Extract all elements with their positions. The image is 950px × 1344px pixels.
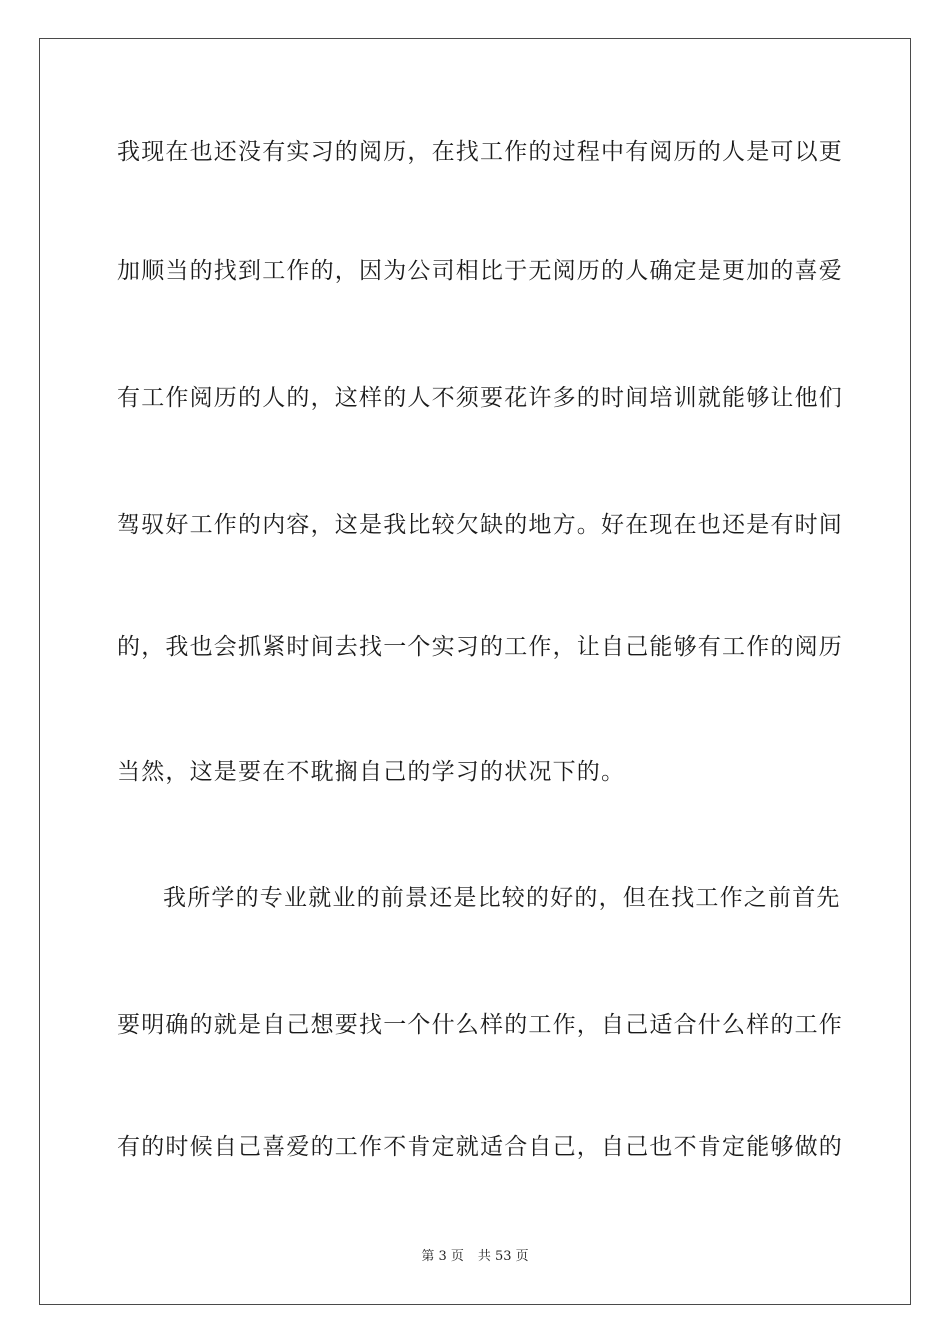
text-line-6: 当然，这是要在不耽搁自己的学习的状况下的。 <box>117 759 626 785</box>
text-line-2: 加顺当的找到工作的，因为公司相比于无阅历的人确定是更加的喜爱 <box>117 258 843 284</box>
page-number: 第 3 页 <box>421 1249 464 1264</box>
page-footer <box>0 1248 950 1266</box>
text-line-1: 我现在也还没有实习的阅历，在找工作的过程中有阅历的人是可以更 <box>117 139 843 165</box>
paragraph-start-line: 我所学的专业就业的前景还是比较的好的，但在找工作之前首先 <box>163 885 841 911</box>
text-line-8: 要明确的就是自己想要找一个什么样的工作，自己适合什么样的工作 <box>117 1012 843 1038</box>
text-line-4: 驾驭好工作的内容，这是我比较欠缺的地方。好在现在也还是有时间 <box>117 512 843 538</box>
text-line-9: 有的时候自己喜爱的工作不肯定就适合自己，自己也不肯定能够做的 <box>117 1134 843 1160</box>
page-frame <box>39 38 911 1305</box>
total-pages: 共 53 页 <box>477 1249 529 1264</box>
text-line-5: 的，我也会抓紧时间去找一个实习的工作，让自己能够有工作的阅历 <box>117 634 843 660</box>
text-line-3: 有工作阅历的人的，这样的人不须要花许多的时间培训就能够让他们 <box>117 385 843 411</box>
